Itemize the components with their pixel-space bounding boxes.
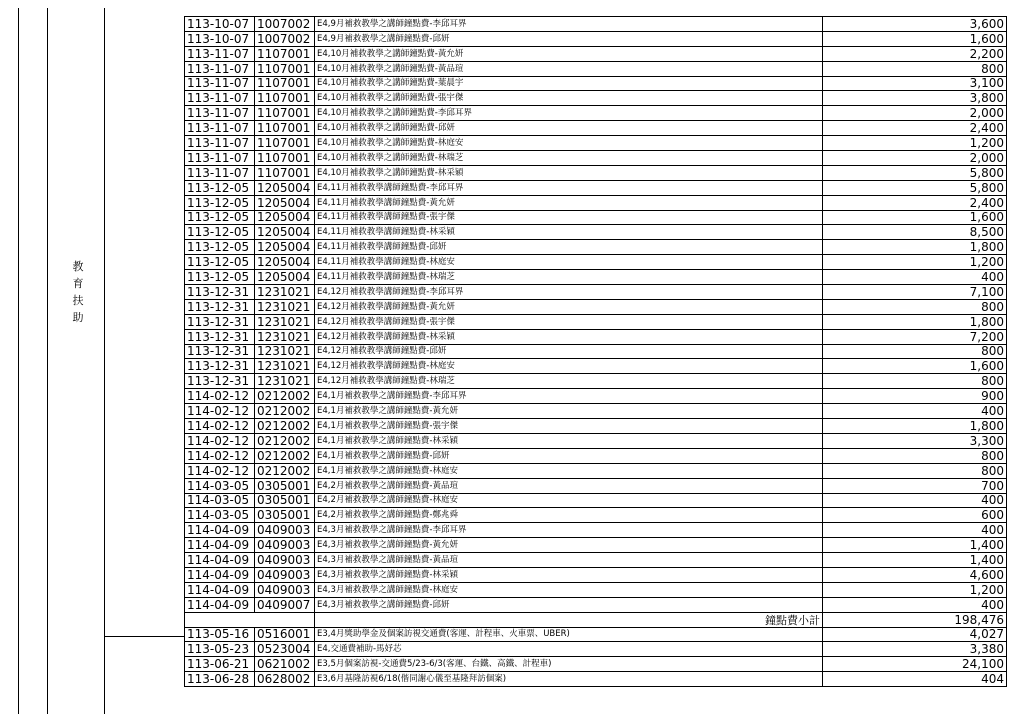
date-cell: 113-12-31 bbox=[185, 359, 255, 374]
date-cell: 114-02-12 bbox=[185, 448, 255, 463]
category-column-border bbox=[47, 8, 48, 714]
table-row bbox=[185, 493, 1007, 508]
category-char: 育 bbox=[72, 277, 84, 290]
date-cell: 113-12-05 bbox=[185, 180, 255, 195]
description-cell: E4,1月補救教學之講師鐘點費-張宇傑 bbox=[315, 419, 823, 434]
date-cell: 113-05-23 bbox=[185, 642, 255, 657]
table-row bbox=[185, 61, 1007, 76]
description-cell: E4,12月補救教學講師鐘點費-林瑞芝 bbox=[315, 374, 823, 389]
amount-cell: 1,800 bbox=[823, 240, 1007, 255]
description-cell: E4,12月補救教學講師鐘點費-林采穎 bbox=[315, 329, 823, 344]
table-row bbox=[185, 478, 1007, 493]
description-cell: E4,9月補救教學之講師鐘點費-李邱耳界 bbox=[315, 17, 823, 32]
voucher-code-cell: 1231021 bbox=[255, 314, 315, 329]
description-cell: E4,交通費補助-馬妤芯 bbox=[315, 642, 823, 657]
amount-cell: 400 bbox=[823, 523, 1007, 538]
table-row bbox=[185, 582, 1007, 597]
table-row bbox=[185, 210, 1007, 225]
amount-cell: 1,600 bbox=[823, 31, 1007, 46]
description-cell: E4,11月補救教學講師鐘點費-邱妍 bbox=[315, 240, 823, 255]
amount-cell: 800 bbox=[823, 61, 1007, 76]
description-cell: E4,11月補救教學講師鐘點費-張宇傑 bbox=[315, 210, 823, 225]
left-margin-line bbox=[18, 8, 19, 714]
amount-cell: 3,300 bbox=[823, 433, 1007, 448]
description-cell: E4,11月補救教學講師鐘點費-林采穎 bbox=[315, 225, 823, 240]
date-cell: 113-11-07 bbox=[185, 151, 255, 166]
date-cell: 113-11-07 bbox=[185, 91, 255, 106]
description-cell: E4,10月補救教學之講師鐘點費-張宇傑 bbox=[315, 91, 823, 106]
voucher-code-cell: 0305001 bbox=[255, 508, 315, 523]
amount-cell: 3,100 bbox=[823, 76, 1007, 91]
date-cell: 114-02-12 bbox=[185, 419, 255, 434]
voucher-code-cell: 0212002 bbox=[255, 389, 315, 404]
amount-cell: 5,800 bbox=[823, 165, 1007, 180]
table-row bbox=[185, 151, 1007, 166]
date-cell: 113-11-07 bbox=[185, 121, 255, 136]
description-cell: E4,1月補救教學之講師鐘點費-黃允妍 bbox=[315, 404, 823, 419]
date-cell: 113-12-31 bbox=[185, 314, 255, 329]
table-row bbox=[185, 463, 1007, 478]
date-cell: 114-04-09 bbox=[185, 597, 255, 612]
date-cell: 113-11-07 bbox=[185, 46, 255, 61]
date-cell: 113-10-07 bbox=[185, 17, 255, 32]
table-row bbox=[185, 627, 1007, 642]
description-cell: E4,3月補救教學之講師鐘點費-黃允妍 bbox=[315, 538, 823, 553]
amount-cell: 800 bbox=[823, 344, 1007, 359]
date-cell: 113-11-07 bbox=[185, 61, 255, 76]
date-cell: 114-02-12 bbox=[185, 389, 255, 404]
description-cell: E4,3月補救教學之講師鐘點費-邱妍 bbox=[315, 597, 823, 612]
amount-cell: 3,600 bbox=[823, 17, 1007, 32]
voucher-code-cell: 0523004 bbox=[255, 642, 315, 657]
amount-cell: 5,800 bbox=[823, 180, 1007, 195]
date-cell: 113-06-21 bbox=[185, 657, 255, 672]
date-cell: 114-04-09 bbox=[185, 553, 255, 568]
amount-cell: 2,400 bbox=[823, 195, 1007, 210]
table-row bbox=[185, 314, 1007, 329]
amount-cell: 900 bbox=[823, 389, 1007, 404]
amount-cell: 404 bbox=[823, 672, 1007, 687]
description-cell: E4,1月補救教學之講師鐘點費-李邱耳界 bbox=[315, 389, 823, 404]
table-row bbox=[185, 523, 1007, 538]
voucher-code-cell: 1231021 bbox=[255, 359, 315, 374]
ledger-table bbox=[184, 16, 1007, 687]
amount-cell: 800 bbox=[823, 299, 1007, 314]
date-cell: 114-02-12 bbox=[185, 433, 255, 448]
amount-cell: 4,600 bbox=[823, 567, 1007, 582]
description-cell: E4,12月補救教學講師鐘點費-李邱耳界 bbox=[315, 285, 823, 300]
voucher-code-cell: 1107001 bbox=[255, 106, 315, 121]
amount-cell: 400 bbox=[823, 270, 1007, 285]
date-cell: 114-03-05 bbox=[185, 478, 255, 493]
voucher-code-cell: 1107001 bbox=[255, 121, 315, 136]
table-row bbox=[185, 270, 1007, 285]
voucher-code-cell: 1107001 bbox=[255, 136, 315, 151]
amount-cell: 2,000 bbox=[823, 106, 1007, 121]
description-cell: E4,11月補救教學講師鐘點費-林庭安 bbox=[315, 255, 823, 270]
date-cell: 113-11-07 bbox=[185, 165, 255, 180]
table-row bbox=[185, 285, 1007, 300]
section-separator bbox=[104, 636, 184, 637]
subtotal-label: 鐘點費小計 bbox=[315, 612, 823, 627]
date-cell: 114-02-12 bbox=[185, 404, 255, 419]
table-row bbox=[185, 553, 1007, 568]
voucher-code-cell: 0409003 bbox=[255, 582, 315, 597]
description-cell: E4,12月補救教學講師鐘點費-邱妍 bbox=[315, 344, 823, 359]
voucher-code-cell: 1231021 bbox=[255, 285, 315, 300]
date-cell: 113-11-07 bbox=[185, 76, 255, 91]
amount-cell: 600 bbox=[823, 508, 1007, 523]
amount-cell: 1,400 bbox=[823, 538, 1007, 553]
table-row bbox=[185, 46, 1007, 61]
table-row bbox=[185, 433, 1007, 448]
description-cell: E4,1月補救教學之講師鐘點費-邱妍 bbox=[315, 448, 823, 463]
voucher-code-cell: 1107001 bbox=[255, 165, 315, 180]
description-cell: E4,11月補救教學講師鐘點費-林瑞芝 bbox=[315, 270, 823, 285]
voucher-code-cell: 1107001 bbox=[255, 76, 315, 91]
voucher-code-cell: 0212002 bbox=[255, 448, 315, 463]
description-cell: E4,9月補救教學之講師鐘點費-邱妍 bbox=[315, 31, 823, 46]
description-cell: E4,10月補救教學之講師鐘點費-黃允妍 bbox=[315, 46, 823, 61]
date-cell: 114-02-12 bbox=[185, 463, 255, 478]
voucher-code-cell: 1205004 bbox=[255, 195, 315, 210]
subtotal-row bbox=[185, 612, 1007, 627]
description-cell: E3,5月個案訪視-交通費5/23-6/3(客運、台鐵、高鐵、計程車) bbox=[315, 657, 823, 672]
table-row bbox=[185, 136, 1007, 151]
description-cell: E3,4月獎助學金及個案訪視交通費(客運、計程車、火車票、UBER) bbox=[315, 627, 823, 642]
amount-cell: 400 bbox=[823, 404, 1007, 419]
amount-cell: 4,027 bbox=[823, 627, 1007, 642]
amount-cell: 400 bbox=[823, 493, 1007, 508]
amount-cell: 1,600 bbox=[823, 359, 1007, 374]
subtotal-amount: 198,476 bbox=[823, 612, 1007, 627]
date-cell: 113-05-16 bbox=[185, 627, 255, 642]
voucher-code-cell: 0409007 bbox=[255, 597, 315, 612]
date-cell: 114-04-09 bbox=[185, 582, 255, 597]
amount-cell: 1,800 bbox=[823, 314, 1007, 329]
description-cell: E4,3月補救教學之講師鐘點費-林庭安 bbox=[315, 582, 823, 597]
voucher-code-cell: 0409003 bbox=[255, 567, 315, 582]
voucher-code-cell: 1205004 bbox=[255, 225, 315, 240]
table-row bbox=[185, 404, 1007, 419]
voucher-code-cell: 0305001 bbox=[255, 493, 315, 508]
voucher-code-cell: 0305001 bbox=[255, 478, 315, 493]
table-row bbox=[185, 76, 1007, 91]
voucher-code-cell: 1107001 bbox=[255, 91, 315, 106]
date-cell: 113-06-28 bbox=[185, 672, 255, 687]
amount-cell: 3,380 bbox=[823, 642, 1007, 657]
amount-cell: 24,100 bbox=[823, 657, 1007, 672]
amount-cell: 800 bbox=[823, 374, 1007, 389]
description-cell: E4,11月補救教學講師鐘點費-黃允妍 bbox=[315, 195, 823, 210]
description-cell: E4,10月補救教學之講師鐘點費-邱妍 bbox=[315, 121, 823, 136]
amount-cell: 7,100 bbox=[823, 285, 1007, 300]
voucher-code-cell: 0212002 bbox=[255, 463, 315, 478]
table-row bbox=[185, 344, 1007, 359]
voucher-code-cell: 1107001 bbox=[255, 61, 315, 76]
description-cell: E4,12月補救教學講師鐘點費-張宇傑 bbox=[315, 314, 823, 329]
description-cell: E4,12月補救教學講師鐘點費-林庭安 bbox=[315, 359, 823, 374]
description-cell: E4,2月補救教學之講師鐘點費-鄭兆舜 bbox=[315, 508, 823, 523]
voucher-code-cell: 0409003 bbox=[255, 538, 315, 553]
ledger-body bbox=[185, 17, 1007, 687]
category-char: 助 bbox=[72, 311, 84, 324]
table-row bbox=[185, 389, 1007, 404]
table-row bbox=[185, 17, 1007, 32]
category-char: 扶 bbox=[72, 294, 84, 307]
date-cell: 114-04-09 bbox=[185, 538, 255, 553]
amount-cell: 1,600 bbox=[823, 210, 1007, 225]
description-cell: E4,3月補救教學之講師鐘點費-林采穎 bbox=[315, 567, 823, 582]
date-cell: 114-04-09 bbox=[185, 523, 255, 538]
description-cell: E4,10月補救教學之講師鐘點費-葉晨宇 bbox=[315, 76, 823, 91]
table-row bbox=[185, 195, 1007, 210]
description-cell: E4,2月補救教學之講師鐘點費-黃品瑄 bbox=[315, 478, 823, 493]
table-row bbox=[185, 657, 1007, 672]
description-cell: E4,10月補救教學之講師鐘點費-黃品瑄 bbox=[315, 61, 823, 76]
voucher-code-cell: 1007002 bbox=[255, 31, 315, 46]
date-cell: 114-03-05 bbox=[185, 508, 255, 523]
date-cell: 113-12-31 bbox=[185, 299, 255, 314]
description-cell: E4,3月補救教學之講師鐘點費-李邱耳界 bbox=[315, 523, 823, 538]
amount-cell: 8,500 bbox=[823, 225, 1007, 240]
table-row bbox=[185, 180, 1007, 195]
date-cell: 113-12-31 bbox=[185, 374, 255, 389]
description-cell: E4,10月補救教學之講師鐘點費-林瑞芝 bbox=[315, 151, 823, 166]
voucher-code-cell: 0516001 bbox=[255, 627, 315, 642]
voucher-code-cell: 1231021 bbox=[255, 329, 315, 344]
table-row bbox=[185, 225, 1007, 240]
date-cell: 113-12-31 bbox=[185, 344, 255, 359]
table-row bbox=[185, 299, 1007, 314]
voucher-code-cell: 0212002 bbox=[255, 433, 315, 448]
voucher-code-cell: 1205004 bbox=[255, 240, 315, 255]
table-row bbox=[185, 329, 1007, 344]
amount-cell: 2,200 bbox=[823, 46, 1007, 61]
table-row bbox=[185, 419, 1007, 434]
subcategory-column-border bbox=[104, 8, 105, 714]
date-cell: 113-10-07 bbox=[185, 31, 255, 46]
amount-cell: 7,200 bbox=[823, 329, 1007, 344]
amount-cell: 2,400 bbox=[823, 121, 1007, 136]
voucher-code-cell: 1107001 bbox=[255, 46, 315, 61]
amount-cell: 1,800 bbox=[823, 419, 1007, 434]
voucher-code-cell: 0621002 bbox=[255, 657, 315, 672]
voucher-code-cell: 0212002 bbox=[255, 404, 315, 419]
voucher-code-cell: 0212002 bbox=[255, 419, 315, 434]
date-cell: 114-04-09 bbox=[185, 567, 255, 582]
amount-cell: 800 bbox=[823, 448, 1007, 463]
date-cell: 113-12-05 bbox=[185, 225, 255, 240]
date-cell: 113-12-31 bbox=[185, 285, 255, 300]
voucher-code-cell: 1231021 bbox=[255, 299, 315, 314]
date-cell: 113-12-05 bbox=[185, 270, 255, 285]
category-char: 教 bbox=[72, 260, 84, 273]
table-row bbox=[185, 597, 1007, 612]
description-cell: E4,3月補救教學之講師鐘點費-黃品瑄 bbox=[315, 553, 823, 568]
table-row bbox=[185, 374, 1007, 389]
description-cell: E4,2月補救教學之講師鐘點費-林庭安 bbox=[315, 493, 823, 508]
amount-cell: 3,800 bbox=[823, 91, 1007, 106]
table-row bbox=[185, 508, 1007, 523]
voucher-code-cell: 1231021 bbox=[255, 344, 315, 359]
table-row bbox=[185, 567, 1007, 582]
subtotal-blank-cell bbox=[185, 612, 315, 627]
description-cell: E4,10月補救教學之講師鐘點費-林庭安 bbox=[315, 136, 823, 151]
table-row bbox=[185, 106, 1007, 121]
date-cell: 113-11-07 bbox=[185, 136, 255, 151]
table-row bbox=[185, 121, 1007, 136]
voucher-code-cell: 0409003 bbox=[255, 553, 315, 568]
date-cell: 114-03-05 bbox=[185, 493, 255, 508]
date-cell: 113-12-05 bbox=[185, 240, 255, 255]
amount-cell: 1,200 bbox=[823, 136, 1007, 151]
table-row bbox=[185, 31, 1007, 46]
amount-cell: 1,200 bbox=[823, 582, 1007, 597]
amount-cell: 700 bbox=[823, 478, 1007, 493]
description-cell: E4,11月補救教學講師鐘點費-李邱耳界 bbox=[315, 180, 823, 195]
date-cell: 113-11-07 bbox=[185, 106, 255, 121]
date-cell: 113-12-05 bbox=[185, 210, 255, 225]
amount-cell: 1,200 bbox=[823, 255, 1007, 270]
voucher-code-cell: 1107001 bbox=[255, 151, 315, 166]
table-row bbox=[185, 672, 1007, 687]
voucher-code-cell: 0409003 bbox=[255, 523, 315, 538]
description-cell: E4,1月補救教學之講師鐘點費-林采穎 bbox=[315, 433, 823, 448]
description-cell: E4,1月補救教學之講師鐘點費-林庭安 bbox=[315, 463, 823, 478]
voucher-code-cell: 1231021 bbox=[255, 374, 315, 389]
voucher-code-cell: 1205004 bbox=[255, 255, 315, 270]
table-row bbox=[185, 255, 1007, 270]
voucher-code-cell: 1205004 bbox=[255, 180, 315, 195]
voucher-code-cell: 1205004 bbox=[255, 210, 315, 225]
amount-cell: 1,400 bbox=[823, 553, 1007, 568]
amount-cell: 2,000 bbox=[823, 151, 1007, 166]
date-cell: 113-12-05 bbox=[185, 255, 255, 270]
table-row bbox=[185, 91, 1007, 106]
category-label bbox=[70, 258, 86, 326]
description-cell: E4,10月補救教學之講師鐘點費-李邱耳界 bbox=[315, 106, 823, 121]
amount-cell: 800 bbox=[823, 463, 1007, 478]
table-row bbox=[185, 165, 1007, 180]
description-cell: E4,12月補救教學講師鐘點費-黃允妍 bbox=[315, 299, 823, 314]
table-row bbox=[185, 448, 1007, 463]
table-row bbox=[185, 538, 1007, 553]
date-cell: 113-12-31 bbox=[185, 329, 255, 344]
description-cell: E4,10月補救教學之講師鐘點費-林采穎 bbox=[315, 165, 823, 180]
voucher-code-cell: 0628002 bbox=[255, 672, 315, 687]
voucher-code-cell: 1007002 bbox=[255, 17, 315, 32]
voucher-code-cell: 1205004 bbox=[255, 270, 315, 285]
description-cell: E3,6月基隆訪視6/18(偕同謝心儀至基隆拜訪個案) bbox=[315, 672, 823, 687]
table-row bbox=[185, 642, 1007, 657]
amount-cell: 400 bbox=[823, 597, 1007, 612]
date-cell: 113-12-05 bbox=[185, 195, 255, 210]
table-row bbox=[185, 359, 1007, 374]
table-row bbox=[185, 240, 1007, 255]
